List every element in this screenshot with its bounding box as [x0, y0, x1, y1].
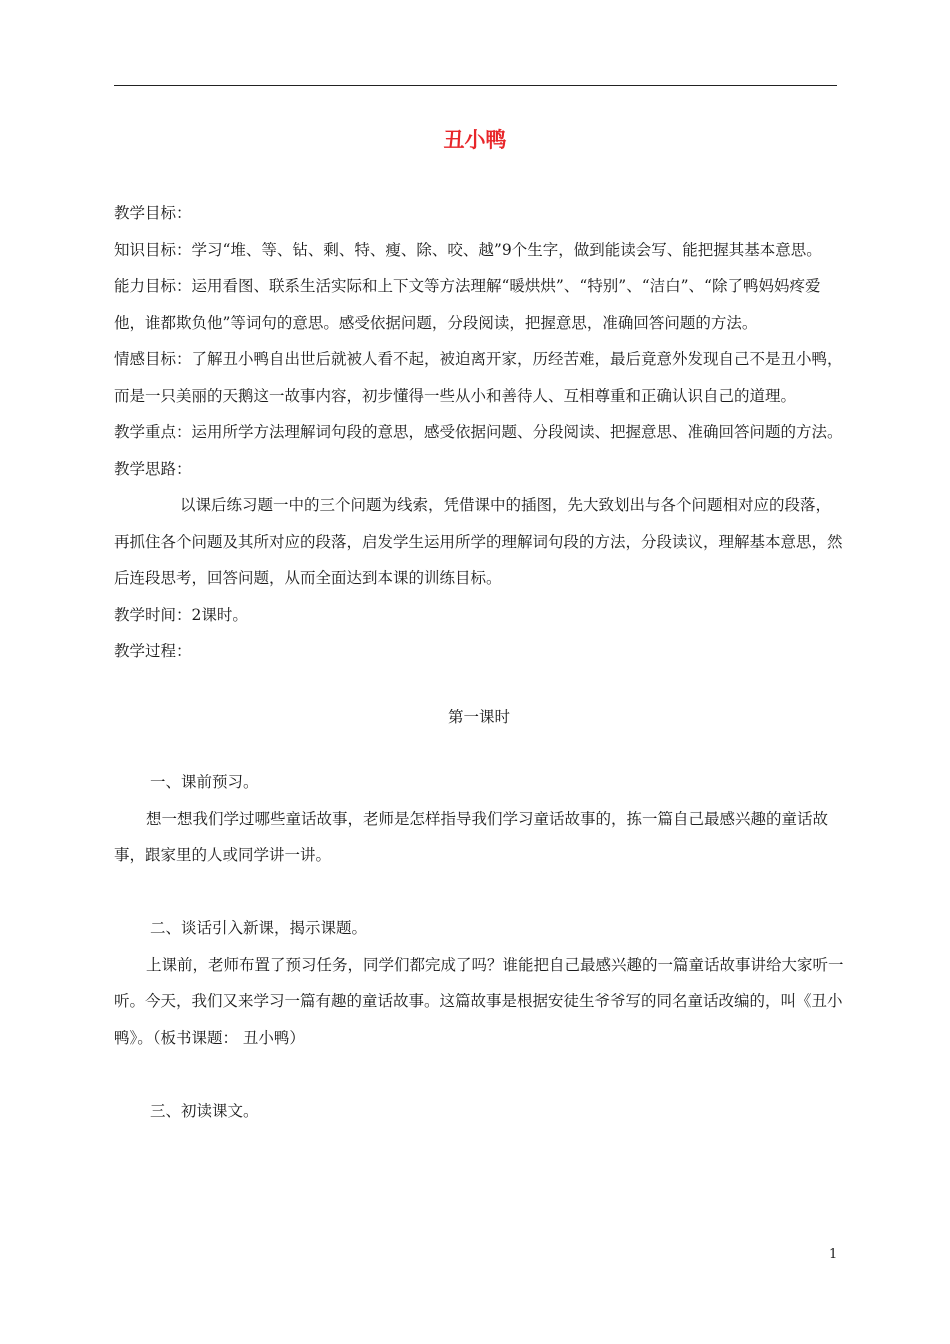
section-title: 第一课时: [447, 707, 510, 726]
document-body: [114, 195, 844, 1129]
knowledge-goal: 知识目标：学习“堆、等、钻、剩、特、瘦、除、咬、越”9个生字，做到能读会写、能把握其基本意思。: [114, 240, 822, 259]
part1-body: 想一想我们学过哪些童话故事，老师是怎样指导我们学习童话故事的，拣一篇自己最感兴趣的童话故事，跟家里的人或同学讲一讲。: [114, 809, 829, 864]
spacer: [114, 874, 844, 911]
teaching-approach-body: 以课后练习题一中的三个问题为线索，凭借课中的插图，先大致划出与各个问题相对应的段落，再抓住各个问题及其所对应的段落，启发学生运用所学的理解词句段的方法，分段读议，理解基本意思，然后连段思考，回答问题，从而全面达到本课的训练目标。: [114, 496, 843, 587]
part3-heading: 三、初读课文。: [150, 1101, 259, 1120]
spacer: [114, 1056, 844, 1093]
part1-heading: 一、课前预习。: [150, 773, 259, 791]
teaching-time: 教学时间：2课时。: [114, 605, 248, 624]
part2-body: 上课前，老师布置了预习任务，同学们都完成了吗？谁能把自己最感兴趣的一篇童话故事讲给大家听一听。今天，我们又来学习一篇有趣的童话故事。这篇故事是根据安徒生爷爷写的同名童话改编的，叫《丑小鸭》。（板书课题： 丑小鸭）: [114, 955, 844, 1047]
document-title: 丑小鸭: [443, 128, 507, 152]
part2-heading: 二、谈话引入新课，揭示课题。: [150, 919, 368, 937]
teaching-process-heading: 教学过程：: [114, 642, 192, 660]
teaching-focus: 教学重点：运用所学方法理解词句段的意思，感受依据问题、分段阅读、把握意思、准确回答问题的方法。: [114, 423, 843, 441]
page-number: 1: [829, 1247, 838, 1262]
teaching-approach-heading: 教学思路：: [114, 459, 192, 478]
ability-goal: 能力目标：运用看图、联系生活实际和上下文等方法理解“暖烘烘”、“特别”、“洁白”、“除了鸭妈妈疼爱他，谁都欺负他”等词句的意思。感受依据问题，分段阅读，把握意思，准确回答问题的方法。: [114, 277, 821, 332]
emotion-goal: 情感目标：了解丑小鸭自出世后就被人看不起，被迫离开家，历经苦难，最后竟意外发现自己不是丑小鸭，而是一只美丽的天鹅这一故事内容，初步懂得一些从小和善待人、互相尊重和正确认识自己的道理。: [114, 350, 843, 405]
teaching-goals-heading: 教学目标：: [114, 204, 192, 222]
header-rule: [114, 85, 837, 86]
